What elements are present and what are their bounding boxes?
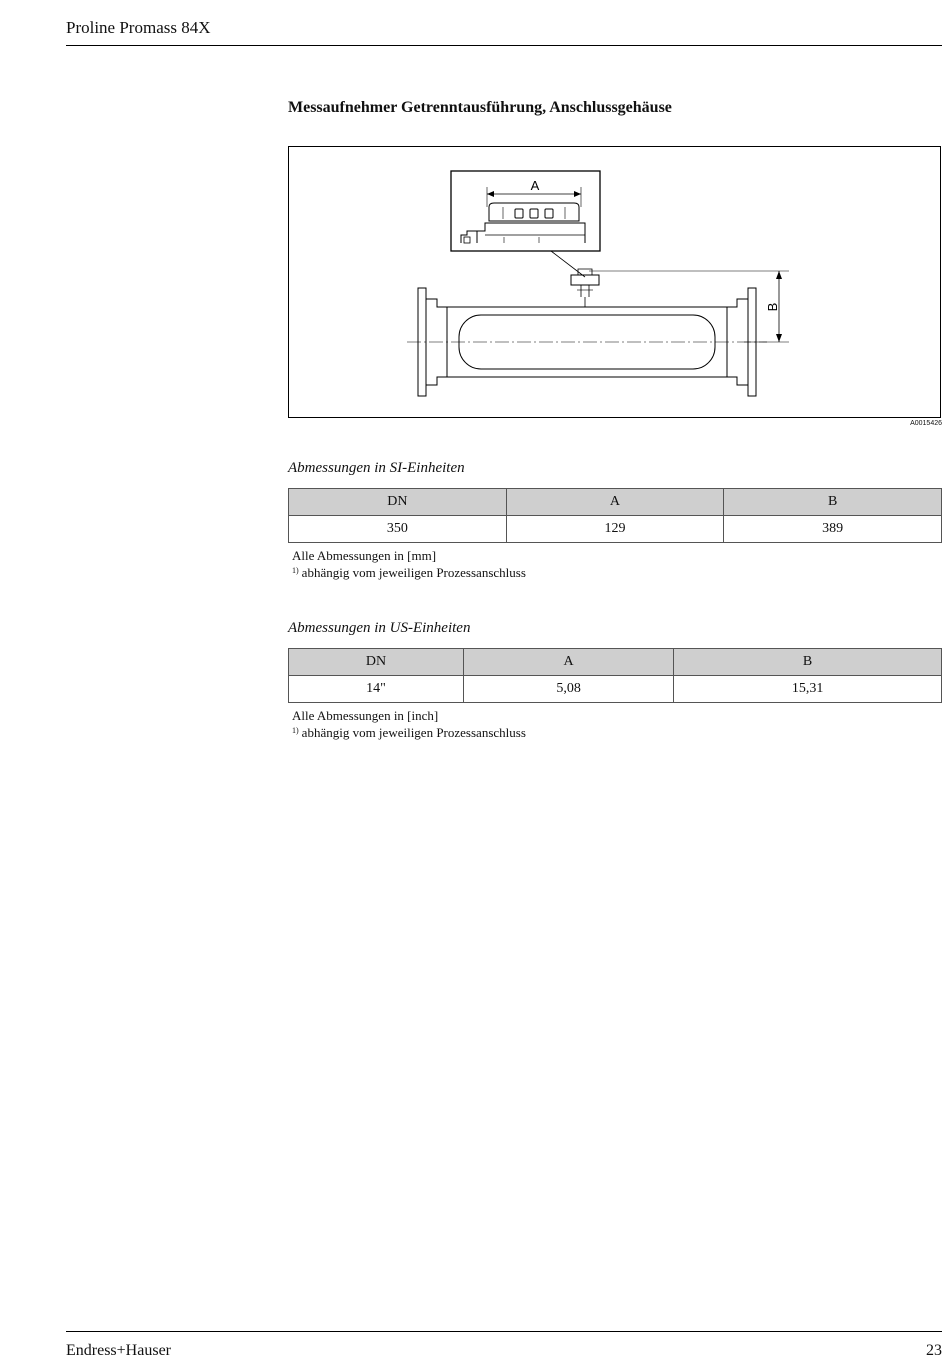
table-caption-si: Abmessungen in SI-Einheiten — [288, 460, 465, 476]
header-rule — [66, 45, 942, 46]
footer-brand: Endress+Hauser — [66, 1342, 171, 1359]
column-header-a: A — [464, 649, 674, 676]
table-header-row — [289, 649, 942, 676]
figure-code: A0015426 — [910, 420, 942, 427]
table-note-us — [292, 707, 526, 741]
footnote — [292, 564, 526, 581]
units-note: Alle Abmessungen in [inch] — [292, 708, 439, 723]
table-caption-us: Abmessungen in US-Einheiten — [288, 620, 471, 636]
footnote-text: abhängig vom jeweiligen Prozessanschluss — [301, 565, 526, 580]
table-note-si — [292, 547, 526, 581]
footnote-mark: 1) — [292, 566, 299, 575]
dimensions-table-si — [288, 488, 942, 543]
table-header-row — [289, 489, 942, 516]
section-title: Messaufnehmer Getrenntausführung, Anschlussgehäuse — [288, 99, 672, 116]
footnote — [292, 724, 526, 741]
label-b: B — [765, 302, 780, 312]
cell-b: 389 — [724, 516, 942, 543]
cell-a: 5,08 — [464, 676, 674, 703]
page-header-title: Proline Promass 84X — [66, 18, 211, 37]
units-note: Alle Abmessungen in [mm] — [292, 548, 437, 563]
table-row — [289, 516, 942, 543]
footnote-mark: 1) — [292, 726, 299, 735]
dimensions-table-us — [288, 648, 942, 703]
footer-rule — [66, 1331, 942, 1332]
dimension-drawing — [288, 146, 941, 418]
column-header-dn: DN — [289, 489, 507, 516]
column-header-b: B — [724, 489, 942, 516]
page-number: 23 — [926, 1342, 942, 1359]
table-row — [289, 676, 942, 703]
footnote-text: abhängig vom jeweiligen Prozessanschluss — [301, 725, 526, 740]
cell-dn: 350 — [289, 516, 507, 543]
cell-b: 15,31 — [674, 676, 942, 703]
label-a: A — [530, 178, 540, 193]
column-header-dn: DN — [289, 649, 464, 676]
cell-dn: 14" — [289, 676, 464, 703]
cell-a: 129 — [506, 516, 724, 543]
column-header-a: A — [506, 489, 724, 516]
column-header-b: B — [674, 649, 942, 676]
